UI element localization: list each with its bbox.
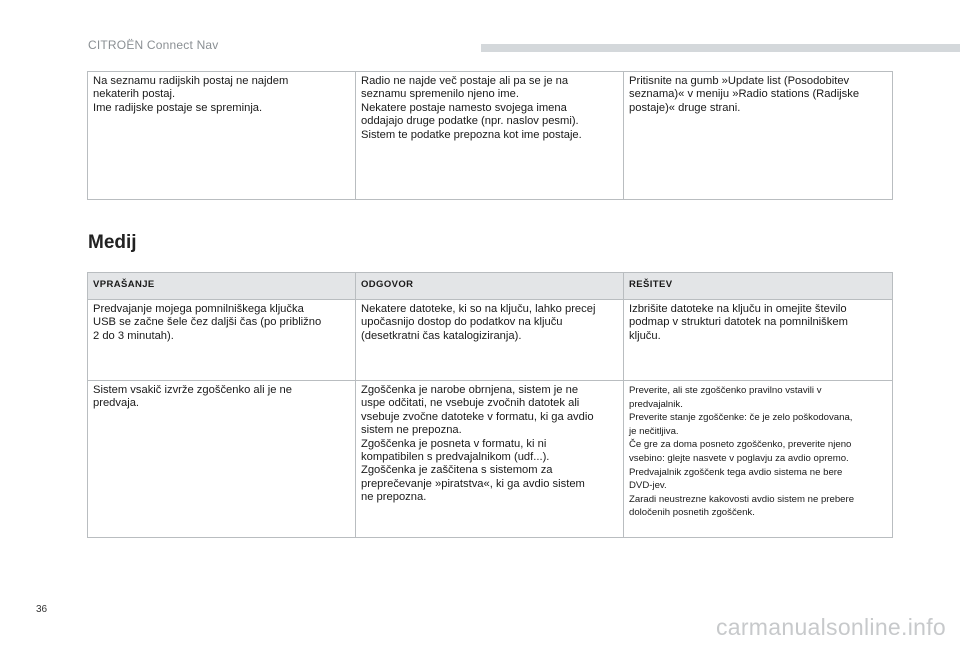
text-line: DVD-jev. <box>629 480 667 492</box>
table-row <box>88 72 893 200</box>
text-line: (desetkratni čas katalogiziranja). <box>361 329 522 342</box>
text-line: kompatibilen s predvajalnikom (udf...). <box>361 451 550 464</box>
text-line: seznamu spremenilo njeno ime. <box>361 88 519 101</box>
text-line: Preverite, ali ste zgoščenko pravilno vstavili v <box>629 385 822 396</box>
text-line: Ime radijske postaje se spreminja. <box>93 101 263 114</box>
text-line: Preverite stanje zgoščenke: če je zelo poškodovana, <box>629 412 853 424</box>
column-header-solution: REŠITEV <box>624 273 893 300</box>
solution-cell <box>624 381 893 538</box>
text-line: 2 do 3 minutah). <box>93 329 174 342</box>
text-line: Sistem te podatke prepozna kot ime postaje. <box>361 128 582 141</box>
text-line: je nečitljiva. <box>629 425 679 437</box>
text-line: vsebuje zvočne datoteke v formatu, ki ga avdio <box>361 410 594 423</box>
text-line: Zgoščenka je narobe obrnjena, sistem je ne <box>361 384 579 396</box>
section-title: Medij <box>88 232 137 253</box>
text-line: ne prepozna. <box>361 491 427 504</box>
solution-cell <box>624 300 893 381</box>
question-cell <box>88 381 356 538</box>
text-line: Zgoščenka je zaščitena s sistemom za <box>361 464 553 477</box>
answer-cell <box>356 300 624 381</box>
text-line: preprečevanje »piratstva«, ki ga avdio sistem <box>361 477 585 490</box>
text-line: vsebino: glejte nasvete v poglavju za avdio opremo. <box>629 452 849 464</box>
text-line: Sistem vsakič izvrže zgoščenko ali je ne <box>93 384 292 396</box>
text-line: Radio ne najde več postaje ali pa se je na <box>361 75 569 87</box>
text-line: USB se začne šele čez daljši čas (po približno <box>93 316 322 329</box>
text-line: predvajalnik. <box>629 398 683 410</box>
page-number: 36 <box>36 604 48 615</box>
table-row <box>88 300 893 381</box>
solution-cell <box>624 72 893 200</box>
radio-troubleshooting-table <box>87 71 893 200</box>
text-line: Zgoščenka je posneta v formatu, ki ni <box>361 437 547 450</box>
question-cell <box>88 300 356 381</box>
text-line: Pritisnite na gumb »Update list (Posodobitev <box>629 75 850 87</box>
text-line: Predvajalnik zgoščenk tega avdio sistema ne bere <box>629 466 843 478</box>
text-line: Predvajanje mojega pomnilniškega ključka <box>93 303 304 315</box>
text-line: seznama)« v meniju »Radio stations (Radijske <box>629 88 860 101</box>
text-line: upočasnijo dostop do podatkov na ključu <box>361 316 563 329</box>
text-line: Zaradi neustrezne kakovosti avdio sistem ne prebere <box>629 493 855 505</box>
text-line: sistem ne prepozna. <box>361 424 462 437</box>
text-line: nekaterih postaj. <box>93 88 176 101</box>
media-troubleshooting-table <box>87 272 893 538</box>
text-line: predvaja. <box>93 397 140 410</box>
text-line: Izbrišite datoteke na ključu in omejite število <box>629 303 847 315</box>
question-cell <box>88 72 356 200</box>
document-header-title: CITROËN Connect Nav <box>88 38 219 52</box>
text-line: ključu. <box>629 329 661 342</box>
text-line: Nekatere datoteke, ki so na ključu, lahko precej <box>361 303 596 315</box>
watermark: carmanualsonline.info <box>715 614 946 640</box>
text-line: določenih posnetih zgoščenk. <box>629 507 755 519</box>
table-row <box>88 381 893 538</box>
column-header-question: VPRAŠANJE <box>88 273 356 300</box>
text-line: oddajajo druge podatke (npr. naslov pesmi). <box>361 115 579 128</box>
column-header-answer: ODGOVOR <box>356 273 624 300</box>
answer-cell <box>356 72 624 200</box>
header-decorative-bar <box>481 44 960 52</box>
table-header-row <box>88 273 893 300</box>
answer-cell <box>356 381 624 538</box>
text-line: Na seznamu radijskih postaj ne najdem <box>93 75 289 87</box>
text-line: Nekatere postaje namesto svojega imena <box>361 101 567 114</box>
text-line: uspe odčitati, ne vsebuje zvočnih datotek ali <box>361 397 580 410</box>
text-line: postaje)« druge strani. <box>629 101 741 114</box>
text-line: podmap v strukturi datotek na pomnilniškem <box>629 316 848 329</box>
text-line: Če gre za doma posneto zgoščenko, preverite njeno <box>629 439 852 451</box>
